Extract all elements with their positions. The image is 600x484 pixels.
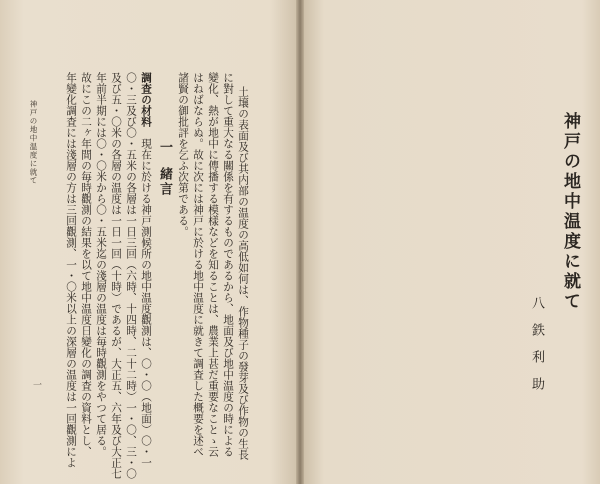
text-line: 變化、熱が地中に傳播する模樣などを知ることは、農業上甚だ重要なことゝ云 [207,72,219,457]
text-line: 故にこの二ヶ年間の毎時觀測の結果を以て地中温度日變化の調査の資料とし、 [80,72,92,457]
text-line: 及び五・〇米の各層の温度は一日一回（十時）であるが、大正五、六年及び大正七 [110,72,122,479]
text-line: 土壌の表面及び其内部の温度の高低如何は、作物種子の發芽及び作物の生長 [237,86,249,460]
author-name: 八鉄利助 [529,296,544,404]
running-head: 神戸の地中温度に就て [29,100,38,185]
text-line: 諸賢の御批評を乞ふ次第である。 [177,72,189,237]
book-gutter [296,0,304,484]
right-page [300,0,600,484]
text-line: 〇・三及び〇・五米の各層は一日三回（六時、十四時、二十二時）一・〇、三・〇 [125,72,137,479]
text-line: はねばならぬ。故に次には神戸に於ける地中温度に就きて調査した概要を述べ [192,72,204,457]
section-heading [155,140,174,197]
section-title: 緒言 [157,167,172,197]
text-line-subheading: 調査の材料 現在に於ける神戸測候所の地中温度觀測は、〇・〇（地面）〇・一 [140,72,152,468]
text-line: 年前半期には〇・〇米から〇・五米迄の淺層の温度は毎時觀測をやつて居る。 [95,72,107,457]
article-title: 神戸の地中温度に就て [560,112,580,312]
page-number: 一 [31,380,41,389]
section-number: 一 [157,140,172,155]
text-line: 年變化調査には淺層の方は三回觀測、一・〇米以上の深層の温度は一回觀測によ [65,72,77,468]
subheading-label: 調査の材料 [140,72,152,127]
text-line: に對して重大なる關係を有するものであるから、地面及び地中温度の時による [222,72,234,457]
